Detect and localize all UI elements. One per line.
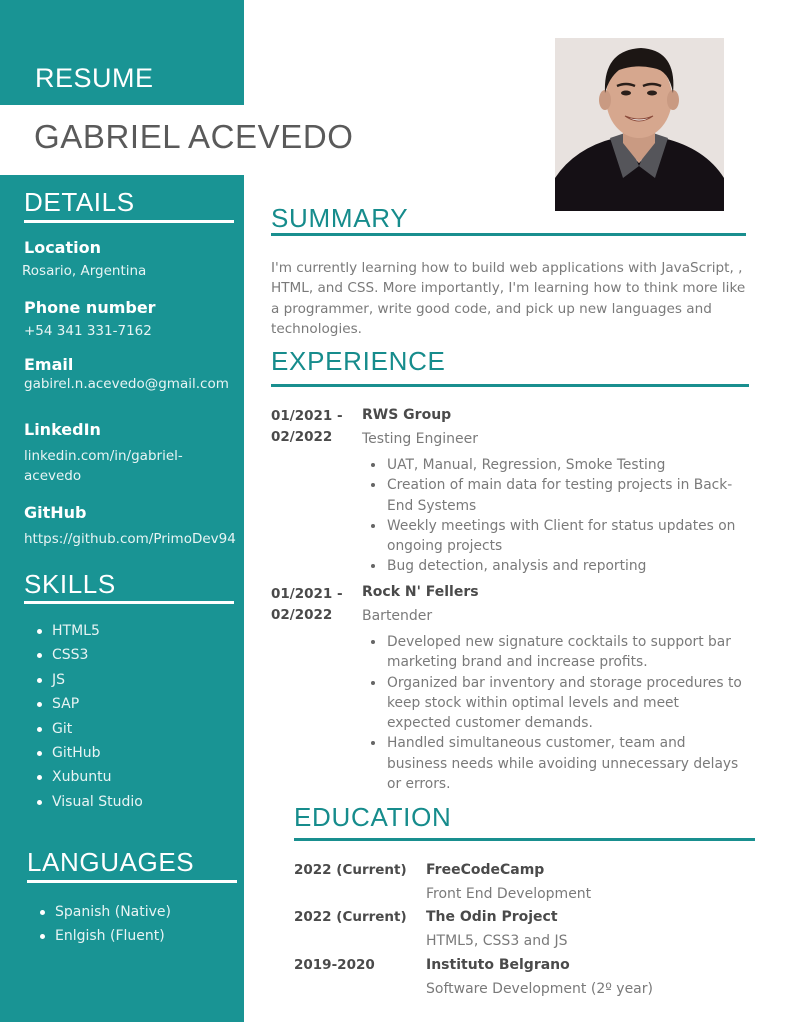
location-value: Rosario, Argentina <box>22 263 147 279</box>
summary-text: I'm currently learning how to build web applications with JavaScript, , HTML, and CSS. More importantly, I'm learning how to think more like a programmer, write good code, and pick up new languages and technologies. <box>271 260 746 337</box>
language-item: Spanish (Native) <box>55 900 171 924</box>
experience-company: RWS Group <box>362 407 452 423</box>
education-heading: EDUCATION <box>294 802 452 832</box>
experience-divider <box>271 384 749 387</box>
github-link[interactable]: https://github.com/PrimoDev94 <box>24 531 236 547</box>
experience-bullet: Developed new signature cocktails to support bar marketing brand and increase profits. <box>387 632 747 673</box>
email-label: Email <box>24 355 74 374</box>
education-school: Instituto Belgrano <box>426 957 570 973</box>
experience-bullet: UAT, Manual, Regression, Smoke Testing <box>387 455 747 475</box>
details-heading: DETAILS <box>24 187 135 217</box>
details-divider <box>24 220 234 223</box>
languages-heading: LANGUAGES <box>27 847 195 877</box>
experience-role: Testing Engineer <box>362 431 479 447</box>
skill-item: SAP <box>52 692 143 716</box>
skill-item: JS <box>52 668 143 692</box>
summary-divider <box>271 233 746 236</box>
experience-bullets <box>387 455 747 577</box>
experience-date-end: 02/2022 <box>271 429 333 445</box>
experience-date-end: 02/2022 <box>271 607 333 623</box>
education-date: 2022 (Current) <box>294 909 407 925</box>
experience-bullets <box>387 632 747 794</box>
experience-bullet: Bug detection, analysis and reporting <box>387 556 747 576</box>
linkedin-label: LinkedIn <box>24 420 101 439</box>
experience-heading: EXPERIENCE <box>271 346 446 376</box>
profile-photo <box>555 38 724 211</box>
resume-header-block <box>0 0 244 105</box>
language-item: Enlgish (Fluent) <box>55 924 171 948</box>
education-detail: Front End Development <box>426 886 592 902</box>
summary-heading: SUMMARY <box>271 203 409 233</box>
experience-bullet: Organized bar inventory and storage procedures to keep stock within optimal levels and meet expected customer demands. <box>387 673 747 734</box>
education-detail: HTML5, CSS3 and JS <box>426 933 568 949</box>
education-date: 2019-2020 <box>294 957 375 973</box>
phone-value: +54 341 331-7162 <box>24 323 152 339</box>
experience-date-start: 01/2021 - <box>271 586 343 602</box>
full-name: GABRIEL ACEVEDO <box>34 118 354 155</box>
education-detail: Software Development (2º year) <box>426 981 653 997</box>
experience-bullet: Creation of main data for testing projects in Back-End Systems <box>387 475 747 516</box>
experience-date <box>271 406 351 448</box>
experience-role: Bartender <box>362 608 433 624</box>
experience-bullet: Weekly meetings with Client for status updates on ongoing projects <box>387 516 747 557</box>
phone-label: Phone number <box>24 298 156 317</box>
languages-list <box>55 900 171 949</box>
skill-item: GitHub <box>52 741 143 765</box>
resume-label: RESUME <box>35 63 154 93</box>
skills-list <box>52 619 143 814</box>
github-label: GitHub <box>24 503 87 522</box>
education-date: 2022 (Current) <box>294 862 407 878</box>
skill-item: Visual Studio <box>52 790 143 814</box>
person-icon <box>555 38 724 211</box>
education-school: The Odin Project <box>426 909 558 925</box>
skill-item: HTML5 <box>52 619 143 643</box>
experience-bullet: Handled simultaneous customer, team and business needs while avoiding unnecessary delays or errors. <box>387 733 747 794</box>
skill-item: Xubuntu <box>52 765 143 789</box>
skills-divider <box>24 601 234 604</box>
sidebar <box>0 175 244 1022</box>
experience-company: Rock N' Fellers <box>362 584 479 600</box>
skill-item: CSS3 <box>52 643 143 667</box>
education-school: FreeCodeCamp <box>426 862 545 878</box>
linkedin-link[interactable]: linkedin.com/in/gabriel-acevedo <box>24 448 183 484</box>
location-label: Location <box>24 238 101 257</box>
skills-heading: SKILLS <box>24 569 116 599</box>
languages-divider <box>27 880 237 883</box>
education-divider <box>294 838 755 841</box>
email-link[interactable]: gabirel.n.acevedo@gmail.com <box>24 376 229 392</box>
skill-item: Git <box>52 717 143 741</box>
experience-date-start: 01/2021 - <box>271 408 343 424</box>
experience-date <box>271 584 351 626</box>
